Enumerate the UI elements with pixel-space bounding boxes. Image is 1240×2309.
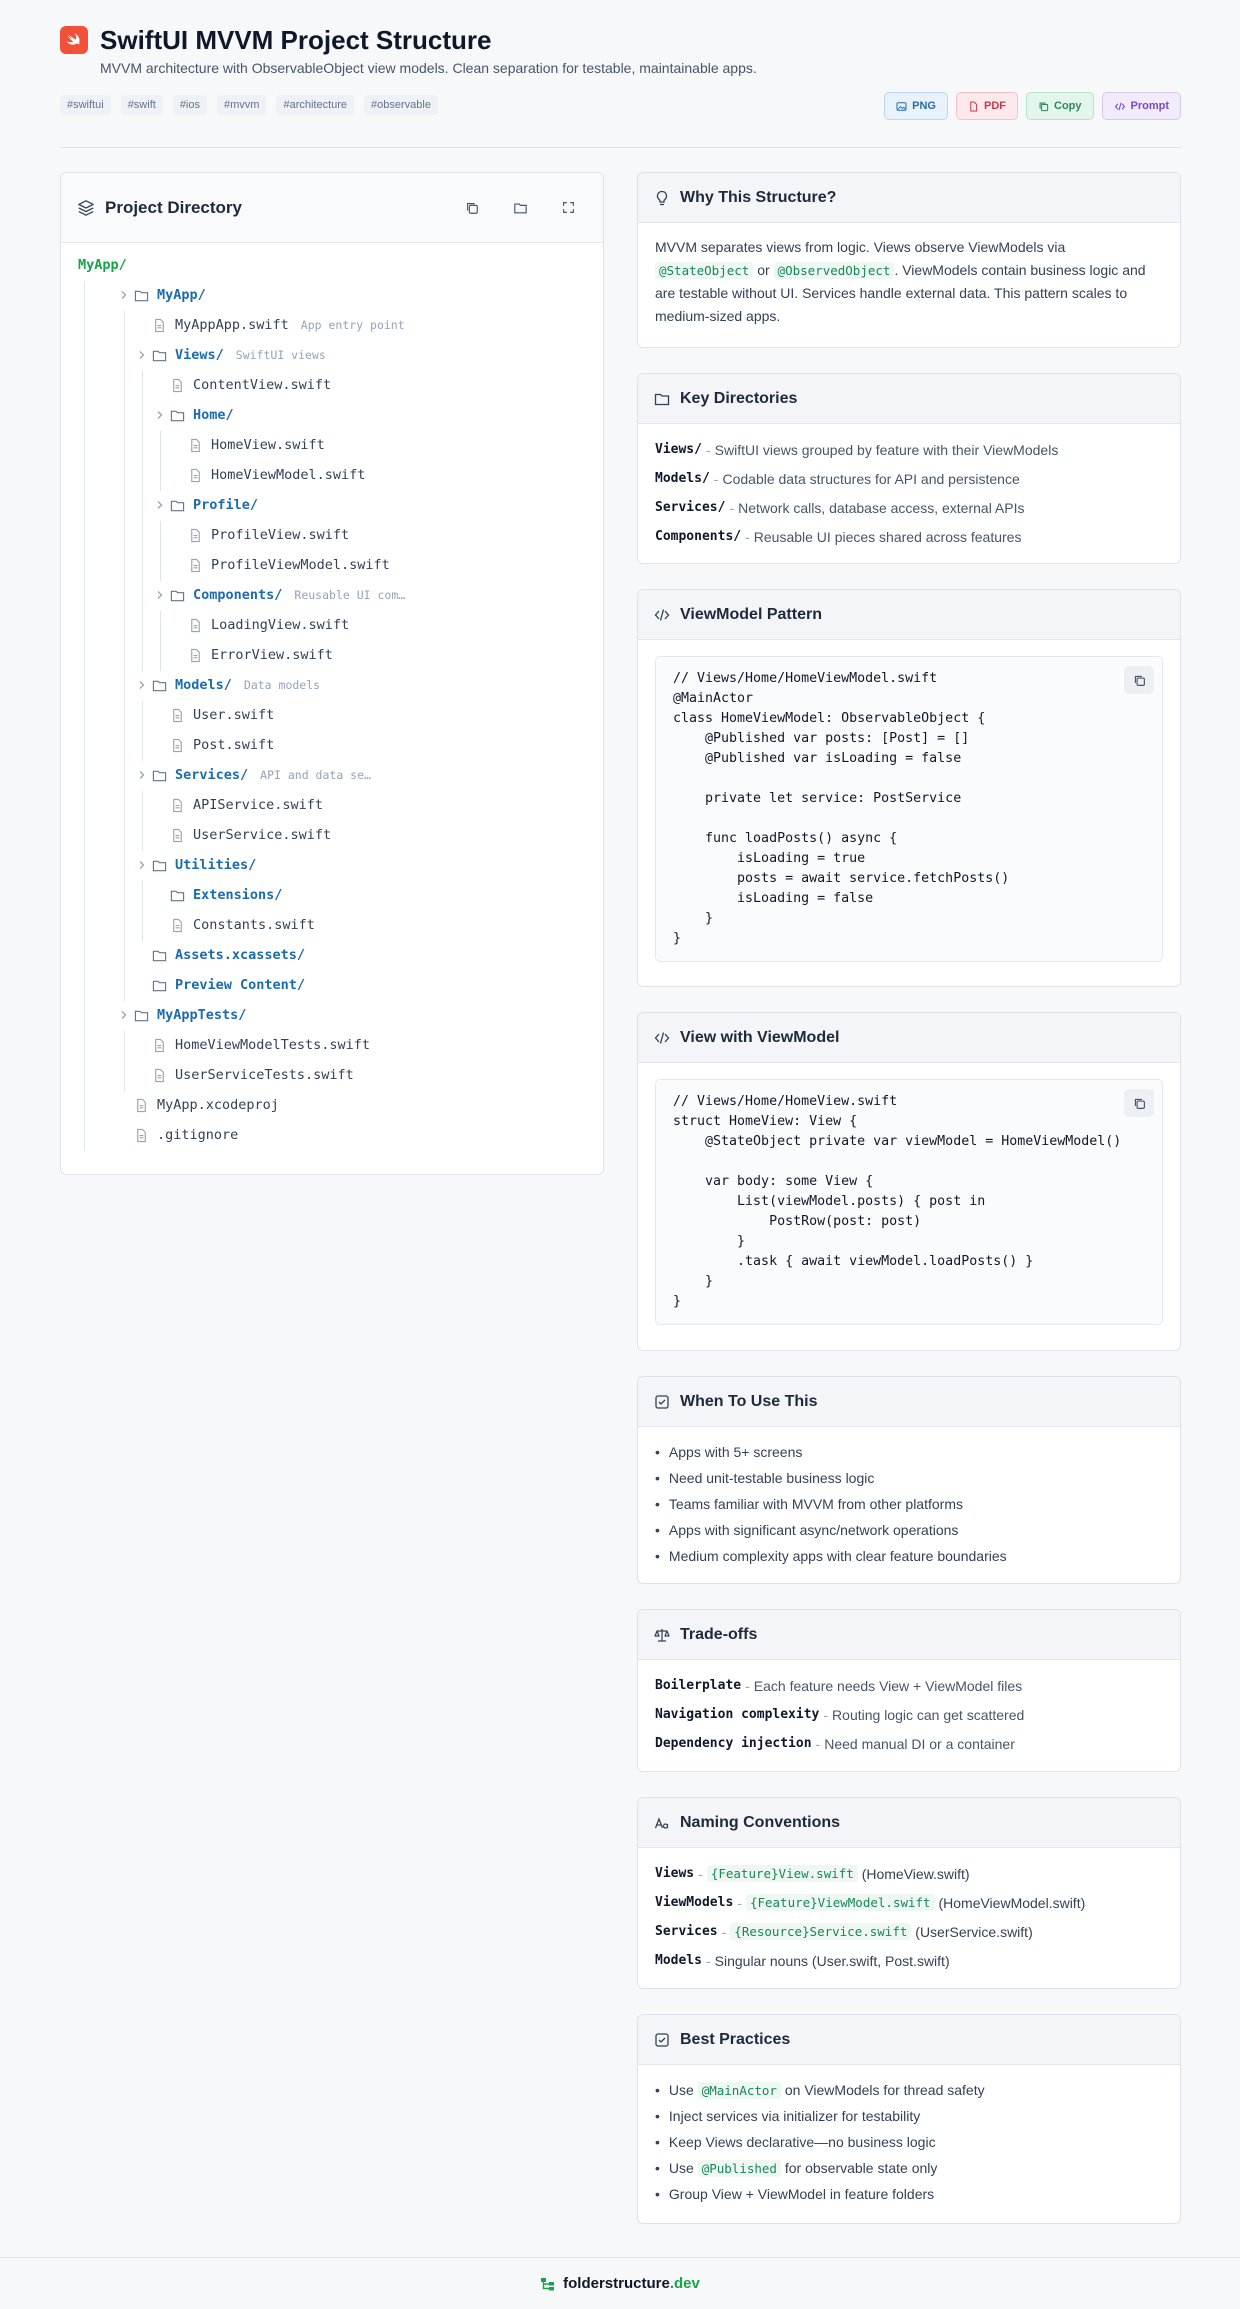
- tree-file-item[interactable]: [188, 525, 349, 545]
- tree-folder-item[interactable]: [154, 405, 234, 425]
- tree-folder-item[interactable]: [154, 495, 258, 515]
- list-item: • Apps with 5+ screens: [655, 1439, 1163, 1465]
- observedobject-code: @ObservedObject: [774, 262, 895, 279]
- file-icon: [170, 918, 185, 933]
- published-code: @Published: [698, 2160, 781, 2177]
- tree-item-name: MyApp/: [157, 287, 206, 303]
- copy-tree-button[interactable]: [463, 199, 481, 217]
- tree-file-item[interactable]: [152, 1035, 370, 1055]
- tree-item-name: HomeView.swift: [211, 437, 325, 453]
- page-header: [60, 22, 1181, 112]
- bp-text: for observable state only: [784, 2160, 938, 2176]
- tree-item-name: Post.swift: [193, 737, 275, 753]
- file-icon: [170, 828, 185, 843]
- collapse-folders-button[interactable]: [511, 199, 529, 217]
- folder-icon: [152, 858, 167, 873]
- naming-example: Singular nouns (User.swift, Post.swift): [714, 1952, 950, 1969]
- when-to-use-title: When To Use This: [680, 1392, 818, 1410]
- expand-icon: [562, 201, 575, 214]
- tree-item-name: Utilities/: [175, 857, 257, 873]
- tag-ios[interactable]: #ios: [173, 95, 207, 115]
- viewmodel-code-block: [655, 656, 1163, 962]
- chevron-right-icon[interactable]: [118, 289, 130, 301]
- folder-icon: [170, 408, 185, 423]
- tree-root-item[interactable]: [78, 255, 127, 275]
- prompt-label: Prompt: [1130, 100, 1169, 112]
- list-item: • Group View + ViewModel in feature folders: [655, 2181, 1163, 2207]
- tree-item-note: App entry point: [300, 318, 405, 332]
- tree-folder-item[interactable]: [136, 675, 320, 695]
- naming-pattern: {Resource}Service.swift: [730, 1923, 911, 1940]
- viewmodel-pattern-title: ViewModel Pattern: [680, 605, 822, 623]
- folder-icon: [152, 768, 167, 783]
- tree-guide-line: [84, 281, 85, 1151]
- tree-item-name: UserService.swift: [193, 827, 332, 843]
- key-dir-item: Views/ - SwiftUI views grouped by feature with their ViewModels: [655, 441, 1059, 458]
- tree-item-name: Components/: [193, 587, 283, 603]
- tree-file-item[interactable]: [134, 1125, 238, 1145]
- tree-item-name: Home/: [193, 407, 234, 423]
- folder-icon: [654, 391, 670, 407]
- bp-text: • Use: [668, 2160, 694, 2176]
- tree-folder-item[interactable]: [136, 855, 256, 875]
- naming-item: Views - {Feature}View.swift (HomeView.swift): [655, 1865, 970, 1882]
- list-item: • Need unit-testable business logic: [655, 1465, 1163, 1491]
- naming-pattern: {Feature}ViewModel.swift: [746, 1894, 935, 1911]
- naming-type: Views: [655, 1866, 695, 1881]
- png-button[interactable]: [884, 92, 948, 120]
- file-icon: [170, 708, 185, 723]
- key-directories-title: Key Directories: [680, 389, 798, 407]
- when-to-use-list: [638, 1427, 1180, 1575]
- copy-label: Copy: [1054, 100, 1082, 112]
- tree-guide-line: [160, 521, 161, 581]
- tree-item-note: SwiftUI views: [235, 348, 326, 362]
- tree-item-name: UserServiceTests.swift: [175, 1067, 354, 1083]
- tree-item-note: API and data se…: [260, 768, 371, 782]
- bp-text: • Use: [668, 2082, 694, 2098]
- naming-type: ViewModels: [655, 1895, 734, 1910]
- file-icon: [188, 528, 203, 543]
- why-structure-text: [638, 223, 1180, 341]
- tree-guide-line: [142, 371, 143, 671]
- tree-item-name: ProfileViewModel.swift: [211, 557, 390, 573]
- code-icon: [654, 607, 670, 623]
- page-title: SwiftUI MVVM Project Structure: [100, 24, 492, 55]
- tree-file-item[interactable]: [188, 435, 325, 455]
- why-structure-title: Why This Structure?: [680, 188, 837, 206]
- copy-icon: [1038, 101, 1049, 112]
- chevron-right-icon[interactable]: [154, 409, 166, 421]
- file-icon: [188, 618, 203, 633]
- best-practices-title: Best Practices: [680, 2030, 791, 2048]
- copy-icon: [1133, 674, 1146, 687]
- tag-swift[interactable]: #swift: [121, 95, 163, 115]
- tree-file-item[interactable]: [188, 645, 333, 665]
- tree-folder-item[interactable]: [136, 975, 305, 995]
- tree-file-item[interactable]: [170, 795, 323, 815]
- key-dir-item: Services/ - Network calls, database access, external APIs: [655, 499, 1025, 516]
- list-item: • Apps with significant async/network operations: [655, 1517, 1163, 1543]
- key-dir-desc: Reusable UI pieces shared across features: [753, 528, 1022, 545]
- tree-folder-item[interactable]: [118, 285, 206, 305]
- view-with-viewmodel-title: View with ViewModel: [680, 1028, 840, 1046]
- naming-example: (UserService.swift): [915, 1923, 1033, 1940]
- when-to-use-card: [637, 1376, 1181, 1584]
- naming-example: (HomeView.swift): [861, 1865, 970, 1882]
- tree-file-item[interactable]: [188, 465, 365, 485]
- tree-file-item[interactable]: [152, 1065, 354, 1085]
- project-directory-title: Project Directory: [105, 197, 242, 217]
- chevron-right-icon[interactable]: [154, 499, 166, 511]
- file-icon: [170, 378, 185, 393]
- naming-conventions-card: [637, 1797, 1181, 1989]
- swift-logo-icon: [60, 26, 88, 54]
- key-dir-desc: Codable data structures for API and persistence: [722, 470, 1020, 487]
- naming-item: Services - {Resource}Service.swift (UserService.swift): [655, 1923, 1033, 1940]
- tree-item-name: ProfileView.swift: [211, 527, 350, 543]
- tag-architecture[interactable]: #architecture: [276, 95, 354, 115]
- tree-item-name: ErrorView.swift: [211, 647, 333, 663]
- tree-file-item[interactable]: [134, 1095, 279, 1115]
- tree-file-item[interactable]: [188, 615, 349, 635]
- key-dir-name: Views/: [655, 442, 702, 457]
- tree-item-name: Preview Content/: [175, 977, 306, 993]
- header-divider: [60, 147, 1181, 148]
- view-with-viewmodel-card: [637, 1012, 1181, 1351]
- image-icon: [896, 101, 907, 112]
- tree-item-note: Reusable UI com…: [294, 588, 406, 602]
- copy-code-button[interactable]: [1124, 1089, 1154, 1117]
- tree-guide-line: [142, 791, 143, 851]
- tradeoff-item: Navigation complexity - Routing logic can get scattered: [655, 1706, 1025, 1723]
- key-dir-name: Services/: [655, 500, 726, 515]
- footer: [0, 2257, 1240, 2309]
- tradeoff-desc: Routing logic can get scattered: [832, 1706, 1025, 1723]
- tree-folder-item[interactable]: [136, 345, 326, 365]
- tradeoff-item: Dependency injection - Need manual DI or a container: [655, 1735, 1015, 1752]
- list-item: [655, 2155, 1163, 2181]
- tree-item-name: MyAppTests/: [157, 1007, 247, 1023]
- view-code-block: [655, 1079, 1163, 1325]
- why-structure-card: [637, 172, 1181, 348]
- tree-item-name: Profile/: [193, 497, 259, 513]
- tag-swiftui[interactable]: #swiftui: [60, 95, 111, 115]
- naming-type: Services: [655, 1924, 718, 1939]
- document-icon: [968, 101, 979, 112]
- scale-icon: [654, 1627, 670, 1643]
- why-text-1: MVVM separates views from logic. Views observe ViewModels via: [655, 239, 1066, 255]
- mainactor-code: @MainActor: [698, 2082, 781, 2099]
- list-item: [655, 2077, 1163, 2103]
- why-text-2: . ViewModels contain business logic and are testable without UI. Services handle external data. This pattern scales to medium-sized apps.: [655, 261, 1146, 324]
- key-dir-desc: Network calls, database access, external APIs: [738, 499, 1025, 516]
- naming-conventions-title: Naming Conventions: [680, 1813, 841, 1831]
- tree-item-name: APIService.swift: [193, 797, 324, 813]
- footer-tld: .dev: [669, 2275, 700, 2292]
- tag-list: [60, 95, 438, 115]
- best-practices-list: [638, 2065, 1180, 2213]
- tag-observable[interactable]: #observable: [364, 95, 438, 115]
- best-practices-card: [637, 2014, 1181, 2224]
- file-icon: [152, 318, 167, 333]
- tradeoff-name: Boilerplate: [655, 1678, 742, 1693]
- copy-icon: [465, 201, 479, 215]
- folder-icon: [170, 498, 185, 513]
- folder-icon: [513, 201, 528, 215]
- checkbox-icon: [654, 2032, 670, 2048]
- file-icon: [170, 798, 185, 813]
- list-item: • Keep Views declarative—no business logic: [655, 2129, 1163, 2155]
- tree-guide-line: [160, 431, 161, 491]
- key-dir-item: Components/ - Reusable UI pieces shared across features: [655, 528, 1022, 545]
- naming-item: ViewModels - {Feature}ViewModel.swift (HomeViewModel.swift): [655, 1894, 1086, 1911]
- export-actions: [884, 92, 1181, 120]
- tradeoffs-card: [637, 1609, 1181, 1772]
- text-case-icon: [654, 1815, 670, 1831]
- folder-icon: [134, 1008, 149, 1023]
- tree-item-name: HomeViewModelTests.swift: [175, 1037, 371, 1053]
- folder-icon: [152, 978, 167, 993]
- tradeoff-item: Boilerplate - Each feature needs View + ViewModel files: [655, 1677, 1023, 1694]
- pdf-label: PDF: [984, 100, 1006, 112]
- why-or: or: [757, 261, 770, 278]
- key-dir-desc: SwiftUI views grouped by feature with their ViewModels: [714, 441, 1059, 458]
- tradeoff-name: Dependency injection: [655, 1736, 812, 1751]
- chevron-right-icon[interactable]: [136, 769, 148, 781]
- tree-item-name: Constants.swift: [193, 917, 315, 933]
- tree-item-name: MyAppApp.swift: [175, 317, 289, 333]
- file-icon: [152, 1068, 167, 1083]
- footer-brand: folderstructure: [563, 2275, 670, 2292]
- checkbox-icon: [654, 1394, 670, 1410]
- copy-icon: [1133, 1097, 1146, 1110]
- list-item: • Medium complexity apps with clear feature boundaries: [655, 1543, 1163, 1569]
- folder-tree-logo-icon: [540, 2276, 556, 2292]
- prompt-button[interactable]: [1102, 92, 1182, 120]
- pdf-button[interactable]: [956, 92, 1018, 120]
- tree-item-name: Services/: [175, 767, 249, 783]
- tree-item-name: User.swift: [193, 707, 275, 723]
- stateobject-code: @StateObject: [655, 262, 753, 279]
- key-dir-item: Models/ - Codable data structures for API and persistence: [655, 470, 1020, 487]
- tree-item-name: MyApp.xcodeproj: [157, 1097, 279, 1113]
- tradeoffs-title: Trade-offs: [680, 1625, 758, 1643]
- code-icon: [1114, 101, 1126, 112]
- tradeoff-desc: Each feature needs View + ViewModel files: [753, 1677, 1023, 1694]
- viewmodel-pattern-card: [637, 589, 1181, 987]
- naming-item: Models - Singular nouns (User.swift, Post.swift): [655, 1952, 950, 1969]
- tradeoff-name: Navigation complexity: [655, 1707, 820, 1722]
- tree-guide-line: [160, 611, 161, 671]
- chevron-right-icon[interactable]: [118, 1009, 130, 1021]
- tree-folder-item[interactable]: [136, 945, 305, 965]
- viewmodel-code: // Views/Home/HomeViewModel.swift @MainActor class HomeViewModel: ObservableObject { @Published var posts: [Post] = [] @Published var isLoading = false private let service: PostService func loadPosts() async { isLoading = true posts = await service.fetchPosts() isLoading = false } }: [673, 671, 1010, 946]
- file-icon: [188, 648, 203, 663]
- naming-example: (HomeViewModel.swift): [938, 1894, 1086, 1911]
- tree-file-item[interactable]: [170, 375, 331, 395]
- tree-guide-line: [124, 1031, 125, 1091]
- tree-file-item[interactable]: [170, 735, 274, 755]
- tree-item-name: MyApp/: [78, 257, 127, 273]
- chevron-right-icon[interactable]: [136, 349, 148, 361]
- list-item: • Teams familiar with MVVM from other platforms: [655, 1491, 1163, 1517]
- expand-button[interactable]: [559, 199, 577, 217]
- view-code: // Views/Home/HomeView.swift struct HomeView: View { @StateObject private var viewModel = HomeViewModel() var body: some View { List(viewModel.posts) { post in PostRow(post: post) } .task { await viewModel.loadPosts() } } }: [673, 1094, 1122, 1309]
- tree-folder-item[interactable]: [154, 885, 282, 905]
- folder-icon: [134, 288, 149, 303]
- file-icon: [134, 1128, 149, 1143]
- tree-item-name: Models/: [175, 677, 232, 693]
- footer-brand-link[interactable]: [540, 2275, 700, 2292]
- tree-guide-line: [124, 311, 125, 1001]
- tree-folder-item[interactable]: [154, 585, 405, 605]
- tree-item-name: .gitignore: [157, 1127, 239, 1143]
- project-directory-panel: [60, 172, 604, 1175]
- tree-file-item[interactable]: [152, 315, 405, 335]
- page-subtitle: MVVM architecture with ObservableObject view models. Clean separation for testable, maintainable apps.: [100, 60, 757, 76]
- file-icon: [188, 468, 203, 483]
- key-dir-name: Components/: [655, 529, 742, 544]
- project-directory-header: [61, 173, 603, 243]
- code-icon: [654, 1030, 670, 1046]
- folder-icon: [152, 678, 167, 693]
- list-item: • Inject services via initializer for testability: [655, 2103, 1163, 2129]
- folder-icon: [170, 588, 185, 603]
- tree-item-name: HomeViewModel.swift: [211, 467, 366, 483]
- tree-file-item[interactable]: [170, 825, 331, 845]
- key-directories-card: [637, 373, 1181, 564]
- file-icon: [134, 1098, 149, 1113]
- tree-file-item[interactable]: [188, 555, 390, 575]
- chevron-right-icon[interactable]: [136, 859, 148, 871]
- chevron-right-icon[interactable]: [136, 679, 148, 691]
- tree-item-name: LoadingView.swift: [211, 617, 350, 633]
- naming-pattern: {Feature}View.swift: [707, 1865, 858, 1882]
- tree-item-name: Extensions/: [193, 887, 283, 903]
- tree-guide-line: [142, 701, 143, 761]
- file-icon: [152, 1038, 167, 1053]
- tree-file-item[interactable]: [170, 705, 274, 725]
- folder-icon: [170, 888, 185, 903]
- tree-file-item[interactable]: [170, 915, 315, 935]
- naming-type: Models: [655, 1953, 702, 1968]
- folder-icon: [152, 348, 167, 363]
- png-label: PNG: [912, 100, 936, 112]
- folder-icon: [152, 948, 167, 963]
- copy-button[interactable]: [1026, 92, 1094, 120]
- tree-item-name: ContentView.swift: [193, 377, 332, 393]
- key-dir-name: Models/: [655, 471, 710, 486]
- tree-item-note: Data models: [243, 678, 321, 692]
- layers-icon: [77, 199, 95, 217]
- tree-guide-line: [142, 881, 143, 941]
- file-icon: [170, 738, 185, 753]
- tree-item-name: Views/: [175, 347, 224, 363]
- tree-folder-item[interactable]: [136, 765, 371, 785]
- copy-code-button[interactable]: [1124, 666, 1154, 694]
- lightbulb-icon: [654, 190, 670, 206]
- tag-mvvm[interactable]: #mvvm: [217, 95, 266, 115]
- tree-item-name: Assets.xcassets/: [175, 947, 306, 963]
- bp-text: on ViewModels for thread safety: [784, 2082, 985, 2098]
- file-icon: [188, 558, 203, 573]
- tree-folder-item[interactable]: [118, 1005, 246, 1025]
- chevron-right-icon[interactable]: [154, 589, 166, 601]
- tradeoff-desc: Need manual DI or a container: [824, 1735, 1015, 1752]
- file-icon: [188, 438, 203, 453]
